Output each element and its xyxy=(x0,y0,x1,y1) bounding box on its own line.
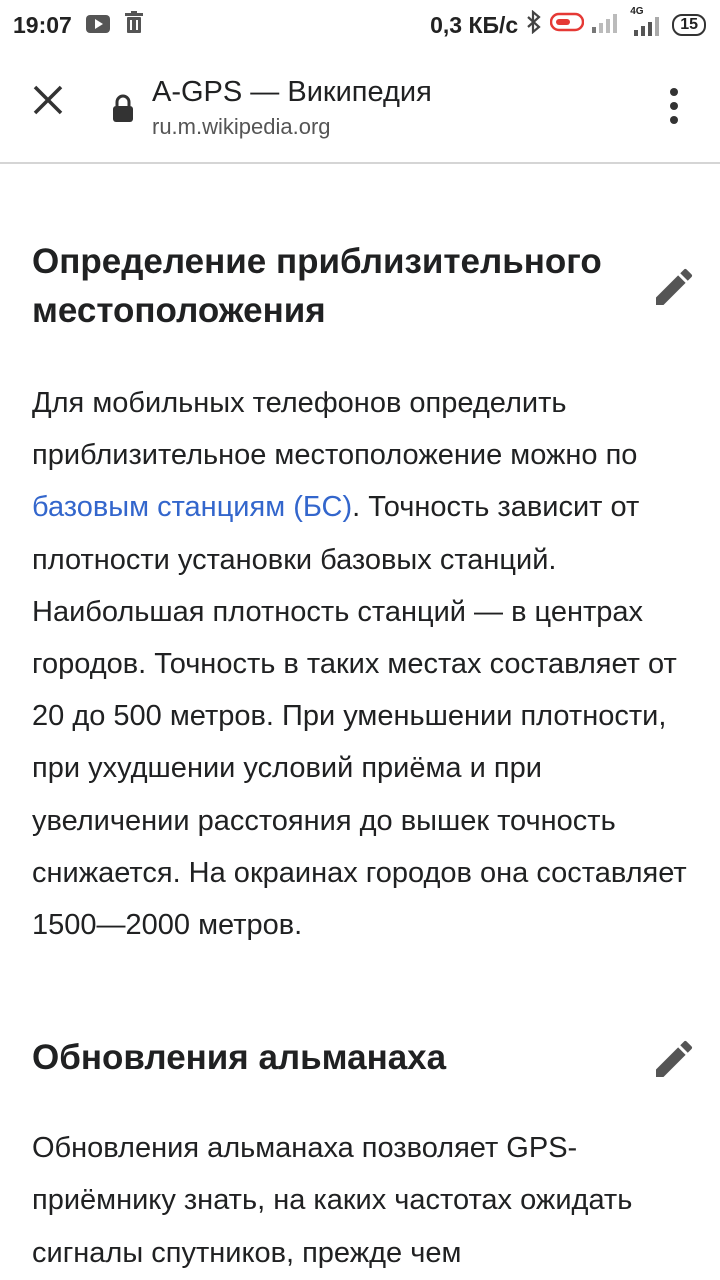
status-time: 19:07 xyxy=(13,11,72,38)
section-paragraph xyxy=(32,377,692,951)
network-type: 4G xyxy=(630,6,644,17)
edit-section-button[interactable] xyxy=(650,263,698,311)
page-url: ru.m.wikipedia.org xyxy=(152,114,331,139)
base-stations-link[interactable]: базовым станциям (БС) xyxy=(32,491,353,524)
youtube-icon xyxy=(86,12,110,39)
signal-icon xyxy=(592,11,622,39)
battery-level: 15 xyxy=(680,16,698,33)
lock-icon xyxy=(112,94,134,122)
net-speed: 0,3 КБ/с xyxy=(430,11,519,38)
paragraph-text: Для мобильных телефонов определить приблизительное местоположение можно по xyxy=(32,387,638,472)
custom-tab-toolbar xyxy=(0,50,720,164)
alarm-icon xyxy=(550,11,584,39)
more-vert-icon-dot xyxy=(670,102,678,110)
title-block[interactable] xyxy=(152,74,432,142)
more-vert-icon-dot xyxy=(670,116,678,124)
trash-icon xyxy=(124,11,144,39)
section-paragraph: Обновления альманаха позволяет GPS-приёмнику знать, на каких частотах ожидать сигналы спутников, прежде чем xyxy=(32,1132,633,1269)
signal-4g-icon xyxy=(630,6,664,36)
section-almanac xyxy=(32,1033,692,1279)
more-options-button[interactable] xyxy=(654,78,694,134)
page-title: A-GPS — Википедия xyxy=(152,76,432,108)
paragraph-text: . Точность зависит от плотности установки базовых станций. Наибольшая плотность станций — в центрах городов. Точность в таких местах составляет от 20 до 500 метров. При уменьшении плотности, при ухудшении условий приёма и при увеличении расстояния до вышек точность снижается. На окраинах городов она составляет 1500—2000 метров. xyxy=(32,491,687,942)
edit-section-button[interactable] xyxy=(650,1035,698,1083)
bluetooth-icon xyxy=(526,10,542,40)
battery-icon xyxy=(672,14,706,36)
article-content xyxy=(32,164,692,1279)
section-location xyxy=(32,237,692,951)
section-heading: Обновления альманаха xyxy=(32,1038,447,1078)
more-vert-icon-dot xyxy=(670,88,678,96)
close-button[interactable] xyxy=(20,72,76,128)
pencil-icon xyxy=(650,263,698,311)
section-heading: Определение приблизительного местоположения xyxy=(32,242,602,330)
status-bar xyxy=(0,0,720,50)
pencil-icon xyxy=(650,1035,698,1083)
close-icon xyxy=(33,85,63,115)
